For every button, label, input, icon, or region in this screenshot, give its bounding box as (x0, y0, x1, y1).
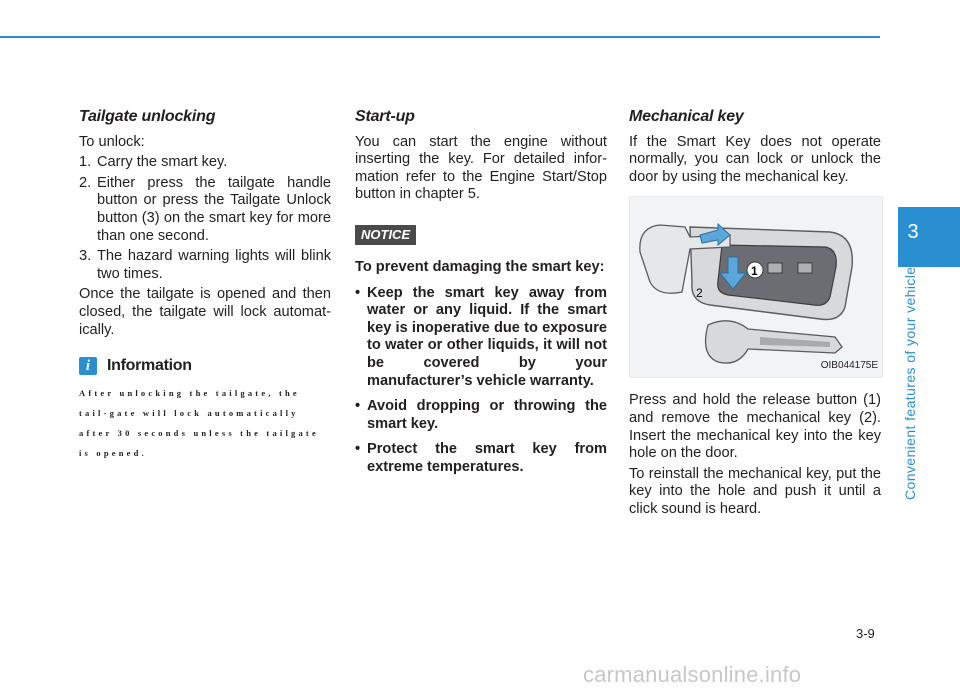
mechanical-key-removal: Press and hold the release button (1) and remove the mechanical key (2). Insert the mechanical key into the key hole on the door. (629, 392, 881, 462)
callout-2-label: 2 (696, 286, 703, 301)
smart-key-illustration (629, 196, 883, 378)
step-text: Carry the smart key. (97, 154, 228, 171)
image-caption: OIB044175E (820, 359, 878, 371)
bullet-icon: • (355, 398, 361, 415)
notice-bullet (355, 441, 607, 476)
information-text: After unlocking the tailgate, the tail-gate will lock automatically after 30 seconds unless the tailgate is opened. (79, 388, 319, 459)
notice-bullet (355, 285, 607, 391)
startup-text: You can start the engine without inserting the key. For detailed infor-mation refer to the Engine Start/Stop button in chapter 5. (355, 133, 607, 203)
notice-intro: To prevent damaging the smart key: (355, 258, 605, 275)
page-number: 3-9 (856, 626, 875, 641)
callout-1-label: 1 (751, 264, 758, 279)
mechanical-key-heading: Mechanical key (629, 108, 744, 125)
step-3 (79, 248, 331, 283)
chapter-title: Convenient features of your vehicle (902, 266, 918, 500)
smart-key-drawing (630, 197, 882, 377)
step-2 (79, 175, 331, 245)
startup-heading: Start-up (355, 108, 415, 125)
step-text: The hazard warning lights will blink two times. (97, 248, 331, 282)
step-number: 2. (79, 174, 92, 191)
information-icon: i (79, 357, 97, 375)
tailgate-intro: To unlock: (79, 133, 145, 150)
mechanical-key-reinstall: To reinstall the mechanical key, put the key into the hole and push it until a click sound is heard. (629, 465, 881, 517)
step-number: 3. (79, 248, 92, 265)
bullet-icon: • (355, 284, 361, 301)
column-tailgate (79, 108, 331, 463)
bullet-text: Keep the smart key away from water or any liquid. If the smart key is inoperative due to exposure to water or other liquids, it will not be covered by your manufacturer’s vehicle warranty. (367, 284, 607, 389)
notice-badge: NOTICE (355, 225, 416, 245)
bullet-icon: • (355, 441, 361, 458)
bullet-text: Protect the smart key from extreme temperatures. (367, 441, 607, 475)
step-1 (79, 154, 331, 172)
bullet-text: Avoid dropping or throwing the smart key. (367, 398, 607, 432)
watermark: carmanualsonline.info (583, 662, 802, 687)
tailgate-note: Once the tailgate is opened and then closed, the tailgate will lock automat-ically. (79, 286, 331, 338)
step-text: Either press the tailgate handle button or press the Tailgate Unlock button (3) on the smart key for more than one second. (97, 174, 331, 244)
chapter-number: 3 (907, 221, 919, 243)
step-number: 1. (79, 154, 92, 171)
mechanical-key-intro: If the Smart Key does not operate normally, you can lock or unlock the door by using the mechanical key. (629, 133, 881, 185)
header-rule (0, 36, 880, 38)
information-header (79, 357, 331, 375)
column-mechanical-key (629, 108, 881, 522)
column-startup (355, 108, 607, 477)
tailgate-heading: Tailgate unlocking (79, 108, 216, 125)
information-title: Information (107, 357, 192, 375)
notice-bullet (355, 398, 607, 433)
